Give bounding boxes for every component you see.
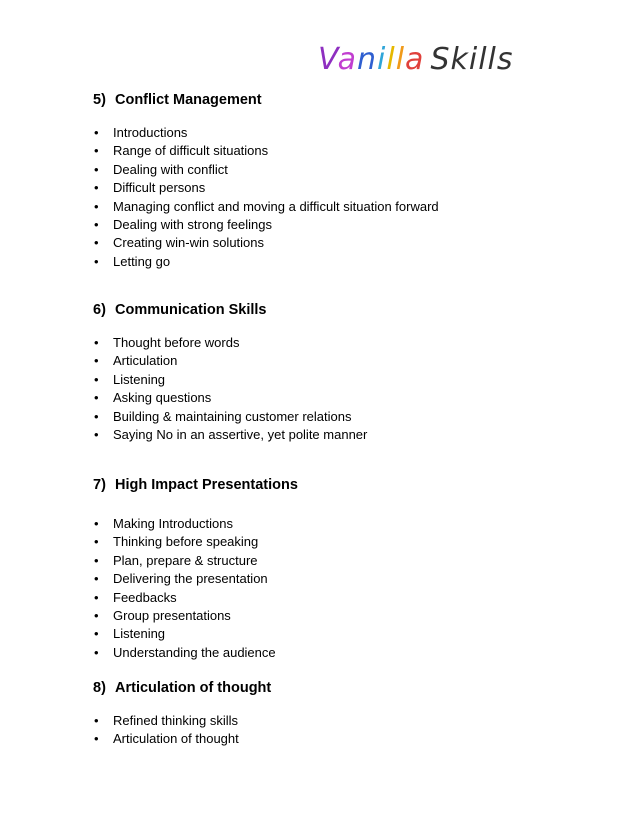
list-item [93, 371, 367, 389]
bullet-icon: • [94, 589, 99, 605]
list-item-text: Group presentations [113, 607, 231, 623]
list-item [93, 334, 367, 352]
bullet-icon: • [94, 534, 99, 550]
logo-letter: l [395, 42, 406, 77]
section-heading [93, 678, 271, 698]
list-item [93, 352, 367, 370]
bullet-icon: • [94, 390, 99, 406]
list-item-text: Listening [113, 626, 166, 642]
section-heading [93, 90, 439, 110]
list-item [93, 234, 439, 252]
section-communication-skills [93, 300, 367, 444]
list-item-text: Delivering the presentation [113, 571, 268, 587]
list-item-text: Understanding the audience [113, 644, 276, 660]
list-item [93, 552, 298, 570]
section-title: Articulation of thought [115, 680, 272, 696]
logo-letter: i [377, 42, 387, 77]
section-conflict-management [93, 90, 439, 271]
bullet-icon: • [94, 426, 99, 442]
bullet-icon: • [94, 198, 99, 214]
list-item [93, 216, 439, 234]
list-item [93, 570, 298, 588]
list-item-text: Asking questions [113, 390, 212, 406]
section-heading [93, 475, 298, 495]
list-item-text: Managing conflict and moving a difficult situation forward [113, 198, 439, 214]
list-item-text: Refined thinking skills [113, 713, 239, 728]
section-articulation-of-thought [93, 678, 271, 749]
vanilla-skills-logo [318, 42, 514, 77]
list-item-text: Letting go [113, 253, 171, 269]
list-item-text: Thinking before speaking [113, 534, 259, 550]
bullet-icon: • [94, 607, 99, 623]
bullet-icon: • [94, 731, 99, 747]
list-item-text: Building & maintaining customer relations [113, 408, 352, 424]
list-item [93, 730, 271, 748]
list-item-text: Thought before words [113, 335, 240, 350]
list-item [93, 124, 439, 142]
bullet-icon: • [94, 353, 99, 369]
section-high-impact-presentations [93, 475, 298, 662]
bullet-icon: • [94, 644, 99, 660]
section-number: 7) [93, 477, 106, 493]
list-item-text: Difficult persons [113, 180, 206, 196]
bullet-icon: • [94, 235, 99, 251]
section-number: 5) [93, 92, 106, 108]
list-item [93, 533, 298, 551]
bullet-icon: • [94, 335, 99, 350]
logo-letter: a [405, 42, 425, 77]
bullet-icon: • [94, 408, 99, 424]
logo-word-skills: Skills [430, 42, 514, 77]
section-title: Conflict Management [115, 92, 262, 108]
list-item [93, 389, 367, 407]
bullet-icon: • [94, 571, 99, 587]
bullet-icon: • [94, 371, 99, 387]
list-item-text: Dealing with strong feelings [113, 216, 272, 232]
bullet-icon: • [94, 180, 99, 196]
bullet-icon: • [94, 626, 99, 642]
list-item [93, 607, 298, 625]
list-item [93, 589, 298, 607]
list-item-text: Articulation [113, 353, 178, 369]
list-item [93, 142, 439, 160]
list-item-text: Plan, prepare & structure [113, 552, 258, 568]
list-item [93, 253, 439, 271]
bullet-icon: • [94, 552, 99, 568]
bullet-icon: • [94, 516, 99, 531]
list-item-text: Saying No in an assertive, yet polite manner [113, 426, 368, 442]
list-item [93, 198, 439, 216]
list-item-text: Range of difficult situations [113, 143, 269, 159]
list-item [93, 712, 271, 730]
bullet-list [93, 712, 271, 749]
logo-letter: V [318, 42, 338, 77]
bullet-icon: • [94, 713, 99, 728]
list-item [93, 625, 298, 643]
section-number: 6) [93, 302, 106, 318]
section-title: Communication Skills [115, 302, 267, 318]
list-item [93, 408, 367, 426]
list-item-text: Creating win-win solutions [113, 235, 265, 251]
list-item [93, 179, 439, 197]
bullet-list [93, 124, 439, 271]
logo-letter: n [357, 42, 378, 77]
bullet-icon: • [94, 143, 99, 159]
logo-letter: a [337, 42, 357, 77]
bullet-list [93, 515, 298, 662]
section-title: High Impact Presentations [115, 477, 298, 493]
bullet-icon: • [94, 253, 99, 269]
list-item [93, 426, 367, 444]
section-number: 8) [93, 680, 106, 696]
list-item [93, 161, 439, 179]
list-item-text: Dealing with conflict [113, 161, 228, 177]
list-item-text: Listening [113, 371, 166, 387]
bullet-icon: • [94, 125, 99, 140]
list-item [93, 644, 298, 662]
bullet-icon: • [94, 161, 99, 177]
bullet-list [93, 334, 367, 444]
section-heading [93, 300, 367, 320]
list-item-text: Introductions [113, 125, 188, 140]
list-item-text: Articulation of thought [113, 731, 239, 747]
list-item-text: Feedbacks [113, 589, 177, 605]
bullet-icon: • [94, 216, 99, 232]
logo-letter: l [386, 42, 396, 77]
list-item-text: Making Introductions [113, 516, 233, 531]
list-item [93, 515, 298, 533]
